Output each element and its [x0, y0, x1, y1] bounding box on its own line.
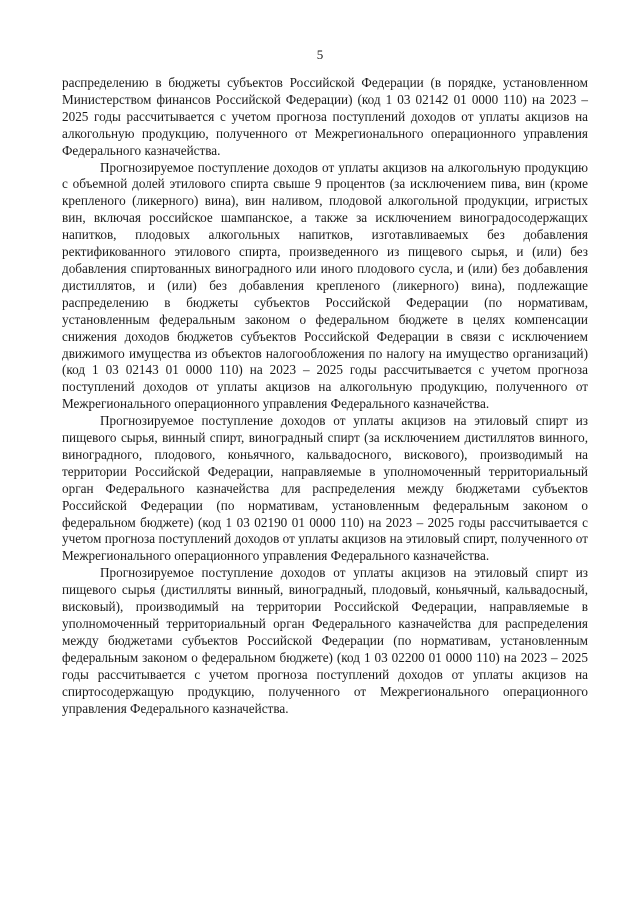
paragraph-ethyl-spirit-excise: Прогнозируемое поступление доходов от уплаты акцизов на этиловый спирт из пищевого сырья, винный спирт, виноградный спирт (за исключением дистиллятов винного, виноградного, плодового, коньячного, кальвадосного, вискового), производимый на территории Российской Федерации, направляемые в уполномоченный территориальный орган Федерального казначейства для распределения между бюджетами субъектов Российской Федерации (по нормативам, установленным федеральным законом о федеральном бюджете) (код 1 03 02190 01 0000 110) на 2023 – 2025 годы рассчитывается с учетом прогноза поступлений доходов от уплаты акцизов на этиловый спирт, полученного от Межрегионального операционного управления Федерального казначейства.: [62, 413, 588, 564]
page-number: 5: [316, 47, 324, 62]
paragraph-continuation: распределению в бюджеты субъектов Российской Федерации (в порядке, установленном Министерством финансов Российской Федерации) (код 1 03 02142 01 0000 110) на 2023 – 2025 годы рассчитывается с учетом прогноза поступлений доходов от уплаты акцизов на алкогольную продукцию, полученного от Межрегионального операционного управления Федерального казначейства.: [62, 75, 588, 158]
paragraph-alcohol-excise: Прогнозируемое поступление доходов от уплаты акцизов на алкогольную продукцию с объемной долей этилового спирта свыше 9 процентов (за исключением пива, вин (кроме крепленого (ликерного) вина), вин наливом, плодовой алкогольной продукции, игристых вин, включая российское шампанское, а также за исключением виноградосодержащих напитков, плодовых алкогольных напитков, изготавливаемых без добавления ректификованного этилового спирта, произведенного из пищевого сырья, и (или) без добавления спиртованных виноградного или иного плодового сусла, и (или) без добавления дистиллятов, и (или) без добавления крепленого (ликерного) вина), подлежащие распределению в бюджеты субъектов Российской Федерации (по нормативам, установленным федеральным законом о федеральном бюджете в целях компенсации снижения доходов бюджетов субъектов Российской Федерации в связи с исключением движимого имущества из объектов налогообложения по налогу на имущество организаций) (код 1 03 02143 01 0000 110) на 2023 – 2025 годы рассчитывается с учетом прогноза поступлений доходов от уплаты акцизов на алкогольную продукцию, полученного от Межрегионального операционного управления Федерального казначейства.: [62, 159, 588, 412]
document-body: [62, 75, 588, 717]
paragraph-distillates-excise: Прогнозируемое поступление доходов от уплаты акцизов на этиловый спирт из пищевого сырья (дистилляты винный, виноградный, плодовый, коньячный, кальвадосный, висковый), производимый на территории Российской Федерации, направляемые в уполномоченный территориальный орган Федерального казначейства для распределения между бюджетами субъектов Российской Федерации (по нормативам, установленным федеральным законом о федеральном бюджете) (код 1 03 02200 01 0000 110) на 2023 – 2025 годы рассчитывается с учетом прогноза поступлений доходов от уплаты акцизов на спиртосодержащую продукцию, полученного от Межрегионального операционного управления Федерального казначейства.: [62, 565, 588, 716]
